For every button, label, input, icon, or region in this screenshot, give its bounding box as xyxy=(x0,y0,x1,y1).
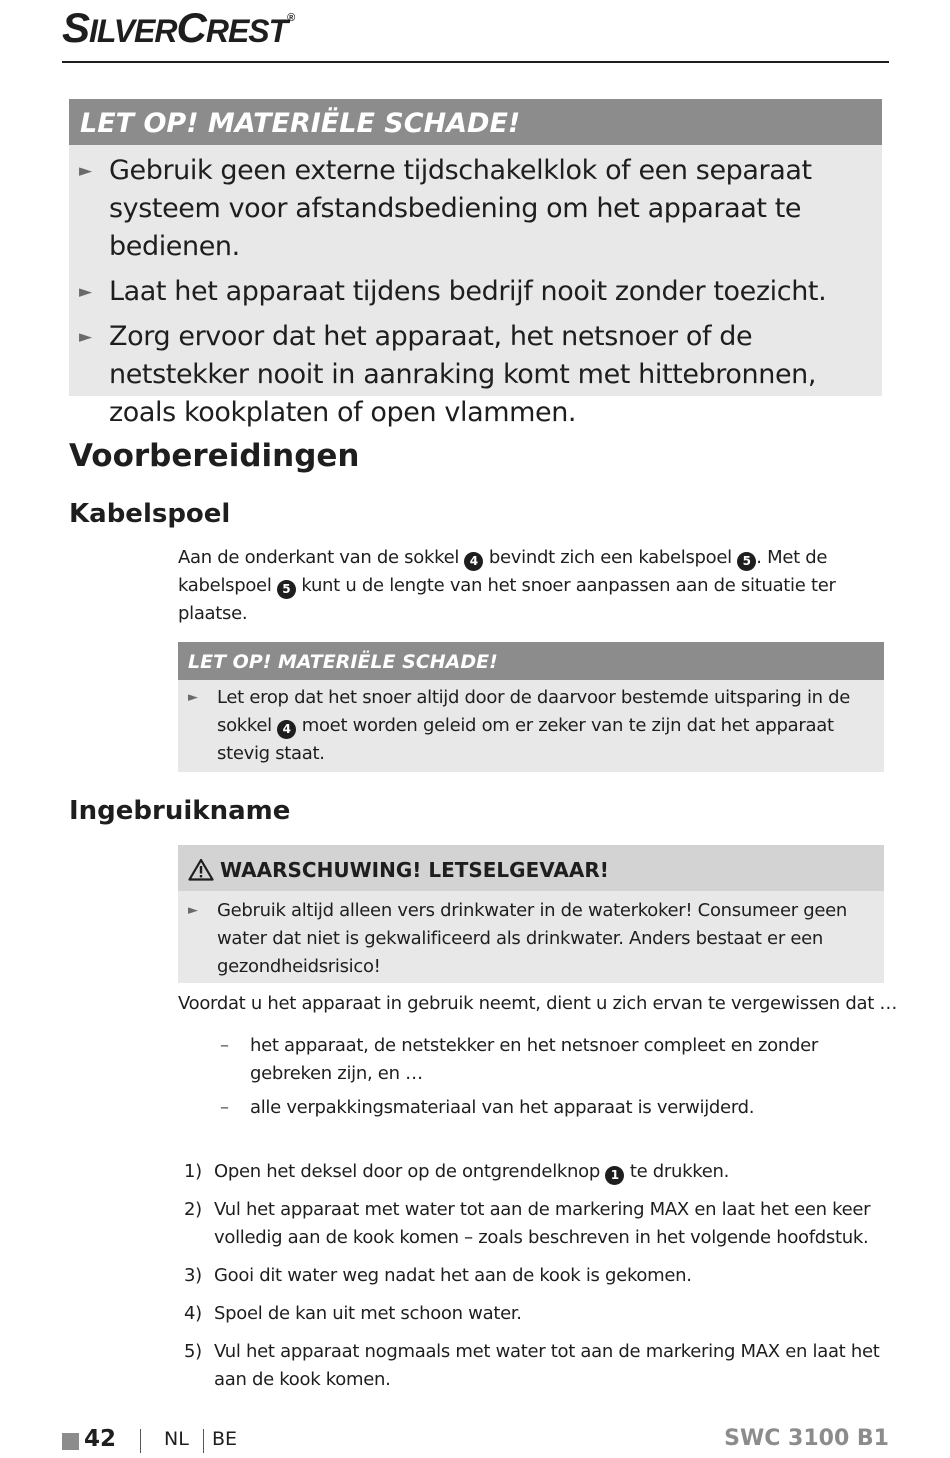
notice-material-damage-cable xyxy=(178,642,884,772)
bullet-arrow-icon: ► xyxy=(79,327,92,347)
list-item: – alle verpakkingsmateriaal van het apparaat is verwijderd. xyxy=(220,1097,755,1118)
section-title: Voorbereidingen xyxy=(69,438,360,474)
footer-divider xyxy=(203,1429,204,1453)
step-item: 1) Open het deksel door op de ontgrendelknop 1 te drukken. xyxy=(184,1158,890,1186)
warning-triangle-icon xyxy=(188,858,214,881)
notice-item: ► Zorg ervoor dat het apparaat, het netsnoer of de netstekker nooit in aanraking komt met hittebronnen, zoals kookplaten of open vlammen. xyxy=(79,318,872,432)
notice-title: LET OP! MATERIËLE SCHADE! xyxy=(69,99,882,145)
intro-paragraph: Voordat u het apparaat in gebruik neemt, dient u zich ervan te vergewissen dat … xyxy=(178,993,898,1014)
notice-title: LET OP! MATERIËLE SCHADE! xyxy=(178,642,884,680)
bullet-arrow-icon: ► xyxy=(188,690,198,705)
bullet-arrow-icon: ► xyxy=(79,161,92,181)
warning-item: ► Gebruik altijd alleen vers drinkwater in de waterkoker! Consumeer geen water dat niet is gekwalificeerd als drinkwater. Anders bestaat er een gezondheidsrisico! xyxy=(188,897,874,981)
ref-number-badge: 4 xyxy=(464,552,483,571)
step-item: 3) Gooi dit water weg nadat het aan de kook is gekomen. xyxy=(184,1265,692,1286)
model-number: SWC 3100 B1 xyxy=(724,1426,889,1451)
step-list xyxy=(184,1158,890,1404)
step-item: 5) Vul het apparaat nogmaals met water tot aan de markering MAX en laat het aan de kook komen. xyxy=(184,1341,880,1390)
bullet-arrow-icon: ► xyxy=(188,903,198,918)
footer-square-mark xyxy=(62,1433,79,1450)
list-item: – het apparaat, de netstekker en het netsnoer compleet en zonder gebreken zijn, en … xyxy=(220,1035,818,1084)
header-rule xyxy=(62,61,889,63)
language-code: BE xyxy=(212,1428,238,1450)
ref-number-badge: 5 xyxy=(737,552,756,571)
kabelspoel-heading: Kabelspoel xyxy=(69,499,231,529)
page-footer xyxy=(62,1424,889,1458)
ref-number-badge: 5 xyxy=(277,580,296,599)
step-item: 4) Spoel de kan uit met schoon water. xyxy=(184,1303,522,1324)
brand-logo: SILVERCREST® xyxy=(62,4,295,51)
ingebruikname-heading: Ingebruikname xyxy=(69,796,291,826)
notice-item: ► Gebruik geen externe tijdschakelklok of een separaat systeem voor afstandsbediening om het apparaat te bedienen. xyxy=(79,152,872,266)
notice-material-damage-top xyxy=(69,99,882,428)
kabelspoel-paragraph: Aan de onderkant van de sokkel 4 bevindt zich een kabelspoel 5 . Met de kabelspoel 5 kunt u de lengte van het snoer aanpassen aan de situatie ter plaatse. xyxy=(178,547,836,624)
page-number: 42 xyxy=(84,1426,117,1452)
ref-number-badge: 1 xyxy=(605,1166,624,1185)
ref-number-badge: 4 xyxy=(277,720,296,739)
bullet-arrow-icon: ► xyxy=(79,282,92,302)
footer-divider xyxy=(140,1429,141,1453)
step-item: 2) Vul het apparaat met water tot aan de markering MAX en laat het een keer volledig aan de kook komen – zoals beschreven in het volgende hoofdstuk. xyxy=(184,1199,871,1248)
warning-injury xyxy=(178,845,884,983)
notice-item: ► Laat het apparaat tijdens bedrijf nooit zonder toezicht. xyxy=(79,273,872,311)
notice-item: ► Let erop dat het snoer altijd door de daarvoor bestemde uitsparing in de sokkel 4 moet worden geleid om er zeker van te zijn dat het apparaat stevig staat. xyxy=(188,684,874,768)
warning-title: WAARSCHUWING! LETSELGEVAAR! xyxy=(178,845,884,891)
check-list xyxy=(220,1032,890,1128)
language-code: NL xyxy=(164,1428,189,1450)
